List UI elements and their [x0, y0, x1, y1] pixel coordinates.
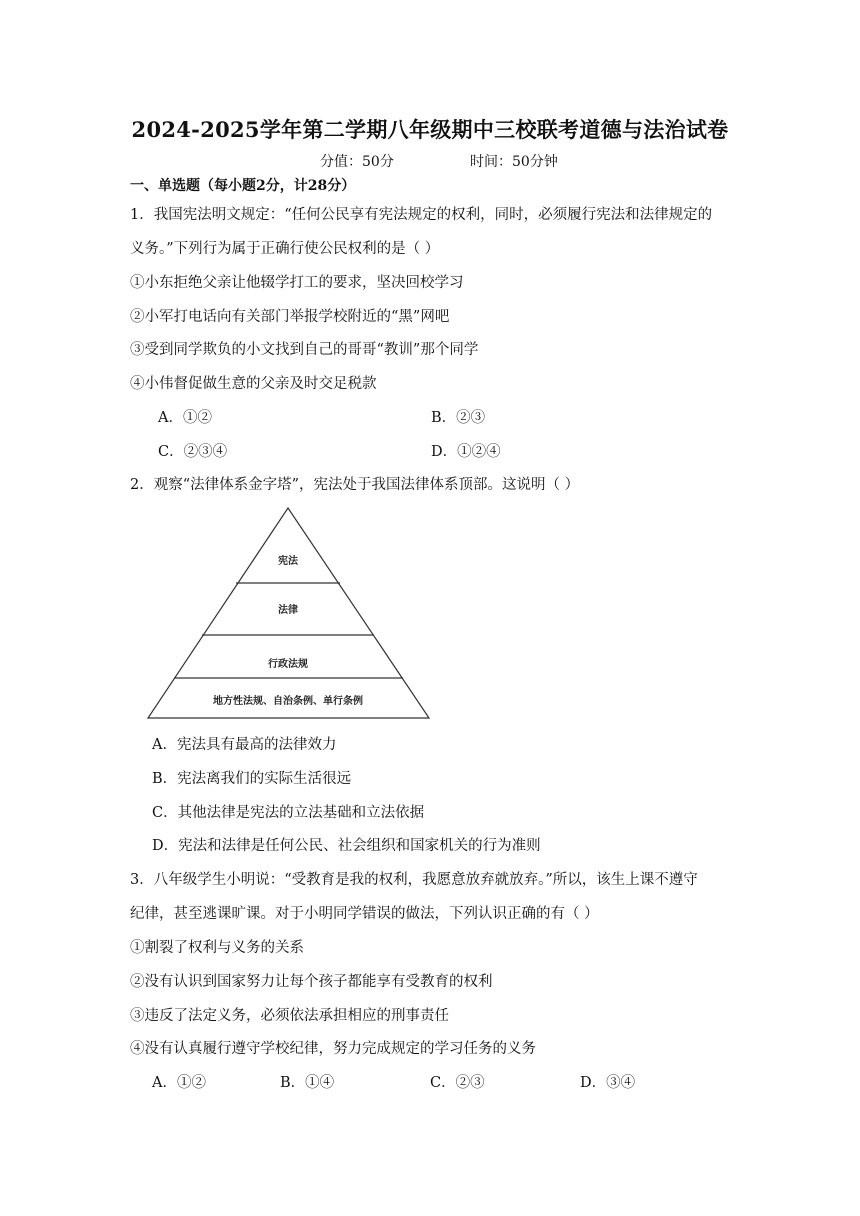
q1-item-3: ③受到同学欺负的小文找到自己的哥哥“教训”那个同学: [130, 342, 479, 358]
q3-option-a: A．①②: [152, 1075, 206, 1091]
q2-option-c: C．其他法律是宪法的立法基础和立法依据: [152, 805, 425, 821]
law-pyramid-diagram: [146, 506, 431, 720]
score-info: 分值：50分: [320, 154, 394, 170]
q1-option-a: A．①②: [158, 410, 212, 426]
q3-stem-line2: 纪律，甚至逃课旷课。对于小明同学错误的做法，下列认识正确的有（ ）: [130, 906, 599, 922]
q2-option-a: A．宪法具有最高的法律效力: [152, 737, 337, 753]
q3-option-d: D．③④: [580, 1075, 636, 1091]
q1-stem-line1: 1．我国宪法明文规定：“任何公民享有宪法规定的权利，同时，必须履行宪法和法律规定的: [130, 207, 713, 223]
q3-option-b: B．①④: [280, 1075, 335, 1091]
pyramid-level-law: 法律: [278, 605, 298, 616]
q2-option-d: D．宪法和法律是任何公民、社会组织和国家机关的行为准则: [152, 838, 541, 854]
q3-item-2: ②没有认识到国家努力让每个孩子都能享有受教育的权利: [130, 974, 493, 990]
pyramid-level-admin-regulations: 行政法规: [268, 659, 308, 670]
q1-item-4: ④小伟督促做生意的父亲及时交足税款: [130, 376, 377, 392]
q1-item-2: ②小军打电话向有关部门举报学校附近的“黑”网吧: [130, 309, 450, 325]
q1-item-1: ①小东拒绝父亲让他辍学打工的要求，坚决回校学习: [130, 275, 464, 291]
section-heading: 一、单选题（每小题2分，计28分）: [130, 178, 356, 194]
pyramid-level-constitution: 宪法: [278, 556, 298, 567]
q3-stem-line1: 3．八年级学生小明说：“受教育是我的权利，我愿意放弃就放弃。”所以，该生上课不遵守: [130, 872, 698, 888]
q1-stem-line2: 义务。”下列行为属于正确行使公民权利的是（ ）: [130, 241, 440, 257]
q3-item-1: ①割裂了权利与义务的关系: [130, 940, 304, 956]
q3-option-c: C．②③: [430, 1075, 485, 1091]
pyramid-level-local-regulations: 地方性法规、自治条例、单行条例: [213, 696, 363, 707]
q2-stem: 2．观察“法律体系金字塔”，宪法处于我国法律体系顶部。这说明（ ）: [130, 477, 580, 493]
exam-title: 2024-2025学年第二学期八年级期中三校联考道德与法治试卷: [131, 117, 729, 142]
q1-option-d: D．①②④: [431, 444, 501, 460]
q1-option-c: C．②③④: [158, 444, 228, 460]
q2-option-b: B．宪法离我们的实际生活很远: [152, 771, 352, 787]
q3-item-4: ④没有认真履行遵守学校纪律，努力完成规定的学习任务的义务: [130, 1041, 536, 1057]
time-info: 时间：50分钟: [470, 154, 558, 170]
q3-item-3: ③违反了法定义务，必须依法承担相应的刑事责任: [130, 1008, 449, 1024]
q1-option-b: B．②③: [431, 410, 486, 426]
